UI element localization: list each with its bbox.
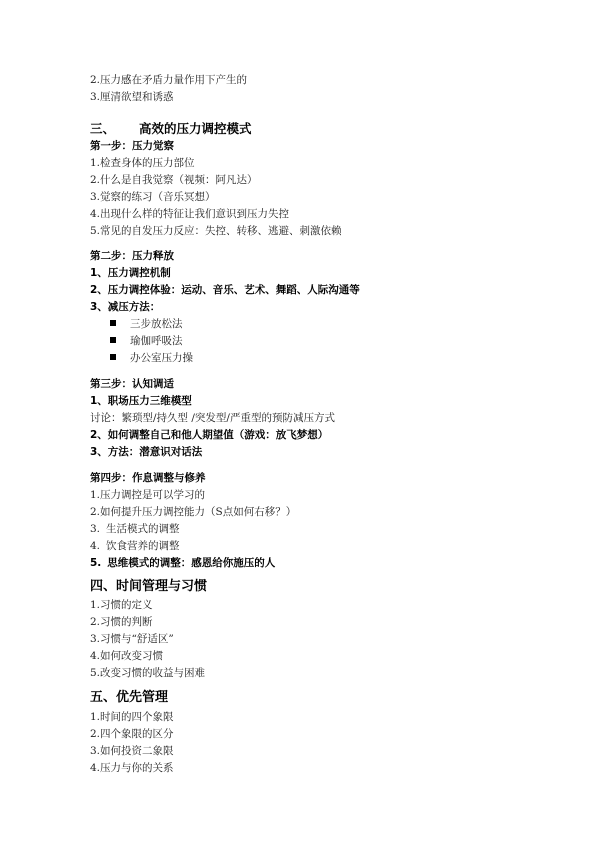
bullet-item [110,317,183,331]
list-item: 5.常见的自发压力反应：失控、转移、逃避、刺激依赖 [90,225,342,237]
list-item: 3、方法：潜意识对话法 [90,446,203,458]
step-heading: 第三步：认知调适 [90,378,174,390]
bullet-item [110,351,193,365]
list-item: 1、职场压力三维模型 [90,395,192,407]
list-item: 2.习惯的判断 [90,616,153,628]
step-heading: 第二步：压力释放 [90,250,174,262]
list-item: 1.习惯的定义 [90,599,153,611]
list-item: 1.时间的四个象限 [90,711,174,723]
bullet-text: 瑜伽呼吸法 [130,335,183,347]
list-item: 3.觉察的练习（音乐冥想） [90,191,216,203]
item-text: 生活模式的调整 [106,523,180,535]
list-item [90,556,275,570]
square-bullet-icon [110,337,116,343]
list-item [90,539,180,553]
bullet-item [110,334,183,348]
list-item: 3、减压方法： [90,301,161,313]
section-heading-3 [90,121,252,137]
step-heading: 第一步：压力觉察 [90,140,174,152]
bullet-text: 办公室压力操 [130,352,193,364]
section-number: 三、 [90,121,116,136]
item-text: 饮食营养的调整 [106,540,180,552]
section-heading-4: 四、时间管理与习惯 [90,579,208,594]
section-title: 高效的压力调控模式 [139,121,252,136]
item-text: 思维模式的调整：感恩给你施压的人 [107,557,276,569]
step-heading: 第四步：作息调整与修养 [90,472,206,484]
list-item: 2、压力调控体验：运动、音乐、艺术、舞蹈、人际沟通等 [90,284,360,296]
list-item: 3.习惯与“舒适区” [90,633,174,645]
item-number: 4. [90,540,101,552]
list-item: 2.四个象限的区分 [90,728,174,740]
bullet-text: 三步放松法 [130,318,183,330]
square-bullet-icon [110,354,116,360]
list-item: 1.检查身体的压力部位 [90,157,195,169]
list-item: 2.压力感在矛盾力量作用下产生的 [90,74,248,86]
square-bullet-icon [110,320,116,326]
list-item: 4.出现什么样的特征让我们意识到压力失控 [90,208,290,220]
list-item: 4.如何改变习惯 [90,650,164,662]
list-item: 3.厘清欲望和诱惑 [90,91,174,103]
list-item [90,522,180,536]
list-item: 5.改变习惯的收益与困难 [90,667,206,679]
section-heading-5: 五、优先管理 [90,690,169,705]
list-item: 1、压力调控机制 [90,267,171,279]
list-item: 2、如何调整自己和他人期望值（游戏：放飞梦想） [90,429,329,441]
list-item: 1.压力调控是可以学习的 [90,489,206,501]
list-item: 2.什么是自我觉察（视频：阿凡达） [90,174,258,186]
list-item: 4.压力与你的关系 [90,762,174,774]
item-number: 5. [90,557,102,569]
item-number: 3. [90,523,101,535]
list-item: 3.如何投资二象限 [90,745,174,757]
list-item: 2.如何提升压力调控能力（S点如何右移？） [90,506,297,518]
list-item: 讨论：繁琐型/持久型 /突发型/严重型的预防减压方式 [90,412,335,424]
